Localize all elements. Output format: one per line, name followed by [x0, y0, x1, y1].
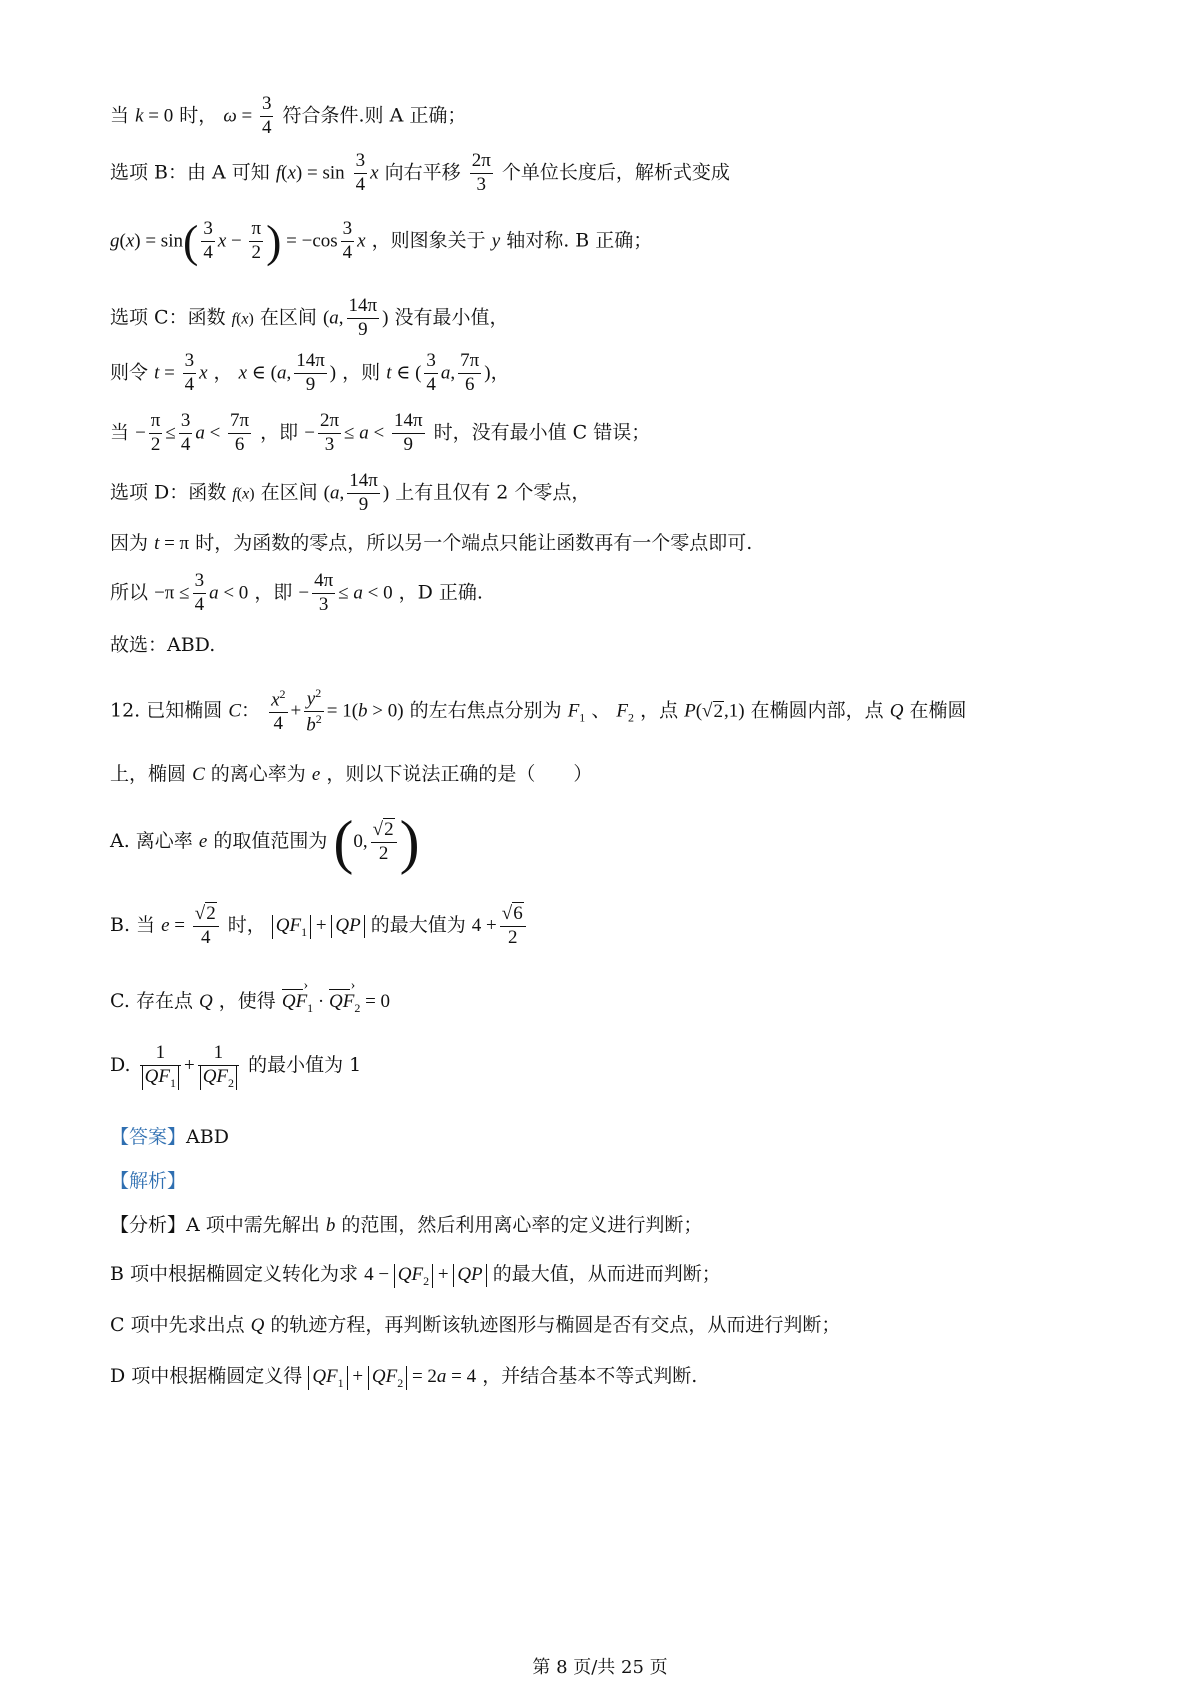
math: +	[433, 1264, 454, 1285]
analysis-tag-line	[110, 1172, 186, 1191]
text: 时，为函数的零点，所以另一个端点只能让函数再有一个零点即可.	[195, 532, 753, 554]
math: x	[242, 485, 250, 503]
math: ≤	[338, 582, 354, 604]
option-label: D.	[110, 1054, 131, 1076]
text: 的最大值为	[370, 913, 466, 936]
fraction: $\frac{7\pi}{6}$	[230, 410, 250, 455]
math: )，	[484, 362, 510, 384]
math: 1	[307, 1000, 314, 1015]
fraction: $\frac{2\pi}{3}$	[319, 410, 340, 455]
math: −	[298, 582, 310, 604]
math: = 0	[360, 991, 391, 1012]
math: (	[322, 307, 330, 329]
math: )	[329, 362, 337, 384]
math: ω	[223, 105, 237, 127]
math: C	[228, 700, 242, 722]
math: ≤	[165, 422, 176, 444]
paren: (	[182, 215, 199, 267]
math: 4 +	[471, 914, 497, 936]
math: g	[110, 230, 120, 252]
math: $QF_2$	[368, 1366, 407, 1390]
analysis-line-c	[110, 1316, 840, 1335]
text: ，即	[260, 421, 299, 444]
math: $QF_1$	[272, 915, 311, 939]
math: ,	[338, 307, 344, 329]
answer-value: ABD	[186, 1126, 229, 1148]
conclusion: 故选：ABD.	[110, 634, 216, 656]
math: +	[347, 1366, 368, 1387]
math: ≤	[344, 422, 360, 444]
text: 的取值范围为	[213, 830, 328, 852]
text: 向右平移	[384, 161, 461, 184]
math: f	[231, 310, 237, 328]
fraction: $\frac{1}{QF_1}$	[140, 1042, 181, 1090]
text: 选项 C：函数	[110, 306, 226, 329]
fraction: $\frac{3}{4}$	[355, 150, 366, 195]
text: ，则以下说法正确的是（ ）	[326, 763, 593, 785]
math: a	[436, 1366, 447, 1387]
math: ) = sin	[134, 230, 183, 252]
math: < 0	[362, 582, 393, 604]
fraction: $\frac{7\pi}{6}$	[460, 350, 480, 395]
math: a	[209, 582, 219, 604]
text: 上有且仅有 2 个零点，	[395, 481, 591, 504]
math: a	[440, 362, 451, 384]
question-number: 12.	[110, 699, 141, 722]
solution-line-5	[110, 350, 510, 397]
text: ，则图象关于	[371, 229, 486, 252]
math: $QF_1$	[308, 1366, 347, 1390]
fraction: $\frac{3}{4}$	[180, 410, 191, 455]
math: x	[357, 230, 366, 252]
text: 的最小值为 1	[248, 1054, 362, 1076]
math: −π ≤	[154, 582, 190, 604]
text: ，即	[254, 581, 293, 604]
math: F	[616, 700, 629, 722]
math: (	[119, 230, 126, 252]
text: 的范围，然后利用离心率的定义进行判断；	[341, 1214, 703, 1236]
text: 轴对称. B 正确；	[506, 229, 653, 252]
math: −	[304, 422, 315, 444]
math: = 0	[143, 105, 174, 127]
page-footer: 第 8 页/共 25 页	[532, 1657, 668, 1678]
math: 2	[713, 700, 723, 722]
solution-line-3	[110, 215, 653, 267]
text: 的左右焦点分别为	[409, 699, 562, 722]
text: 因为	[110, 532, 149, 554]
option-d	[110, 1042, 361, 1090]
text: ，D 正确.	[398, 581, 483, 604]
text: 上，椭圆	[110, 763, 187, 785]
text: D 项中根据椭圆定义得	[110, 1365, 303, 1387]
math: 0,	[353, 831, 368, 852]
fraction: $\frac{x^2}{4}$	[271, 687, 286, 735]
math: ,1)	[724, 700, 745, 722]
fraction: $\frac{14\pi}{9}$	[349, 470, 378, 515]
fraction: $\frac{1}{QF_2}$	[198, 1042, 239, 1090]
fraction: $\frac{14\pi}{9}$	[296, 350, 325, 395]
math: = −cos	[281, 230, 338, 252]
text: 时，没有最小值 C 错误；	[433, 421, 651, 444]
math: 2	[628, 710, 635, 725]
text: ，则	[342, 361, 381, 384]
fraction: $\frac{3}{4}$	[426, 350, 436, 395]
solution-line-2	[110, 150, 730, 197]
text: 【分析】A 项中需先解出	[110, 1214, 320, 1236]
text: 在椭圆内部，点	[750, 699, 884, 722]
fraction: $\frac{√2}{4}$	[193, 902, 219, 950]
solution-line-4	[110, 295, 509, 342]
math: a	[353, 582, 363, 604]
math: x	[241, 310, 249, 328]
math: (	[236, 310, 242, 328]
text: 时，	[227, 913, 266, 936]
text: 当	[110, 104, 130, 127]
text: 当	[110, 421, 130, 444]
math: e	[161, 914, 170, 936]
math: a	[329, 482, 340, 504]
math: a	[329, 307, 339, 329]
solution-line-9	[110, 570, 483, 617]
math: a	[359, 422, 369, 444]
math: +	[290, 700, 302, 722]
fraction: $\frac{4\pi}{3}$	[314, 570, 334, 615]
math: QP	[453, 1264, 486, 1287]
question-12-line-2	[110, 765, 592, 784]
text: 所以	[110, 581, 149, 604]
text: 的轨迹方程，再判断该轨迹图形与椭圆是否有交点，从而进行判断；	[270, 1314, 841, 1336]
math: b	[325, 1215, 336, 1236]
math: )	[249, 485, 255, 503]
text: 选项 D：函数	[110, 481, 227, 504]
math: =	[169, 914, 190, 936]
text: 则令	[110, 361, 149, 384]
math: C	[192, 764, 205, 785]
math: (	[281, 162, 288, 184]
math: Q	[250, 1315, 265, 1336]
paren: (	[333, 809, 354, 875]
math: x	[217, 230, 227, 252]
math: = 4	[446, 1366, 477, 1387]
text: 在区间	[259, 306, 317, 329]
fraction: $\frac{2\pi}{3}$	[471, 150, 491, 195]
math: k	[135, 105, 144, 127]
answer-line	[110, 1128, 229, 1147]
math: $QF_2$	[394, 1264, 433, 1288]
math: 4 −	[364, 1264, 394, 1285]
text: B 项中根据椭圆定义转化为求	[110, 1263, 359, 1285]
math: x	[125, 230, 135, 252]
text: 、	[591, 699, 611, 722]
math: f	[232, 485, 237, 503]
text: ，	[213, 361, 233, 384]
math: =	[159, 362, 180, 384]
math: ) = sin	[295, 162, 345, 184]
math: P	[684, 700, 696, 722]
text: 在区间	[260, 481, 318, 504]
math: (	[323, 482, 330, 504]
math: = π	[159, 533, 190, 554]
text: 选项 B：由 A 可知	[110, 161, 270, 184]
math: = 2	[407, 1366, 437, 1387]
solution-line-1	[110, 93, 466, 140]
text: 没有最小值，	[394, 306, 509, 329]
text: 在椭圆	[909, 699, 967, 722]
option-label: B. 当	[110, 913, 156, 936]
math: t	[386, 362, 392, 384]
math: a	[195, 422, 205, 444]
answer-tag: 【答案】	[110, 1126, 187, 1148]
text: 个单位长度后，解析式变成	[501, 161, 730, 184]
paren: )	[399, 809, 420, 875]
math: (√	[695, 700, 713, 722]
fraction: $\frac{y^2}{b^2}$	[306, 686, 322, 736]
fraction: $\frac{3}{4}$	[203, 218, 213, 263]
text: ，使得	[218, 990, 276, 1012]
math: )	[382, 307, 389, 329]
fraction: $\frac{14\pi}{9}$	[348, 295, 378, 340]
text: 的离心率为	[210, 763, 306, 785]
text: ，并结合基本不等式判断.	[482, 1365, 698, 1387]
math: < 0	[218, 582, 249, 604]
fraction: $\frac{√2}{2}$	[371, 818, 397, 866]
math: t	[154, 362, 160, 384]
math: ,	[450, 362, 456, 384]
analysis-line-d	[110, 1366, 697, 1390]
text: 时，	[179, 104, 218, 127]
text: 已知椭圆	[146, 699, 223, 722]
solution-line-7	[110, 470, 590, 517]
text: C 项中先求出点	[110, 1314, 245, 1336]
analysis-line-a	[110, 1216, 702, 1235]
math: +	[183, 1055, 195, 1076]
math: ·	[313, 991, 329, 1012]
fraction: $\frac{3}{4}$	[261, 93, 272, 138]
analysis-line-b	[110, 1264, 721, 1288]
solution-line-8	[110, 534, 752, 553]
math: = 1(	[326, 700, 359, 722]
math: f	[275, 162, 282, 184]
math: (	[236, 485, 243, 503]
analysis-tag: 【解析】	[110, 1170, 187, 1192]
math: +	[311, 914, 332, 936]
math: −	[226, 230, 247, 252]
solution-line-10	[110, 636, 215, 655]
fraction: $\frac{3}{4}$	[342, 218, 353, 263]
math: Q	[889, 700, 904, 722]
math: =	[236, 105, 257, 127]
math: x	[287, 162, 296, 184]
math: ∈ (	[391, 362, 422, 384]
math: x	[238, 362, 248, 384]
math: > 0)	[367, 700, 404, 722]
math: Q	[199, 991, 213, 1012]
math: ∈ (	[247, 362, 277, 384]
math: e	[198, 831, 208, 852]
option-label: C. 存在点	[110, 990, 193, 1012]
text: ，点	[640, 699, 679, 722]
math: )	[248, 310, 254, 328]
option-c	[110, 988, 390, 1014]
question-12-line-1	[110, 686, 966, 737]
math: ：	[241, 700, 261, 722]
math: b	[358, 700, 368, 722]
math: t	[154, 533, 160, 554]
math: QF ›	[282, 988, 307, 1011]
math: e	[311, 764, 321, 785]
math: 2	[354, 1000, 361, 1015]
math: y	[491, 230, 501, 252]
option-label: A. 离心率	[110, 830, 193, 852]
option-b	[110, 902, 529, 950]
math: −	[135, 422, 146, 444]
math: <	[368, 422, 389, 444]
fraction: $\frac{√6}{2}$	[500, 902, 526, 950]
text: 的最大值，从而进而判断；	[492, 1263, 721, 1285]
option-a	[110, 809, 420, 875]
math: F	[567, 700, 580, 722]
fraction: $\frac{14\pi}{9}$	[393, 410, 423, 455]
math: )	[382, 482, 390, 504]
math: 1	[579, 710, 586, 725]
math: QP	[331, 915, 364, 938]
paren: )	[266, 215, 282, 267]
math: x	[199, 362, 208, 384]
math: ,	[286, 362, 292, 384]
fraction: $\frac{3}{4}$	[194, 570, 205, 615]
math: QF ›	[329, 988, 354, 1011]
fraction: $\frac{\pi}{2}$	[251, 218, 262, 263]
fraction: $\frac{\pi}{2}$	[150, 410, 161, 455]
solution-line-6	[110, 410, 650, 457]
math: a	[276, 362, 287, 384]
math: ,	[339, 482, 345, 504]
fraction: $\frac{3}{4}$	[184, 350, 195, 395]
math: <	[204, 422, 226, 444]
math: x	[370, 162, 379, 184]
text: 符合条件.则 A 正确；	[282, 104, 467, 127]
